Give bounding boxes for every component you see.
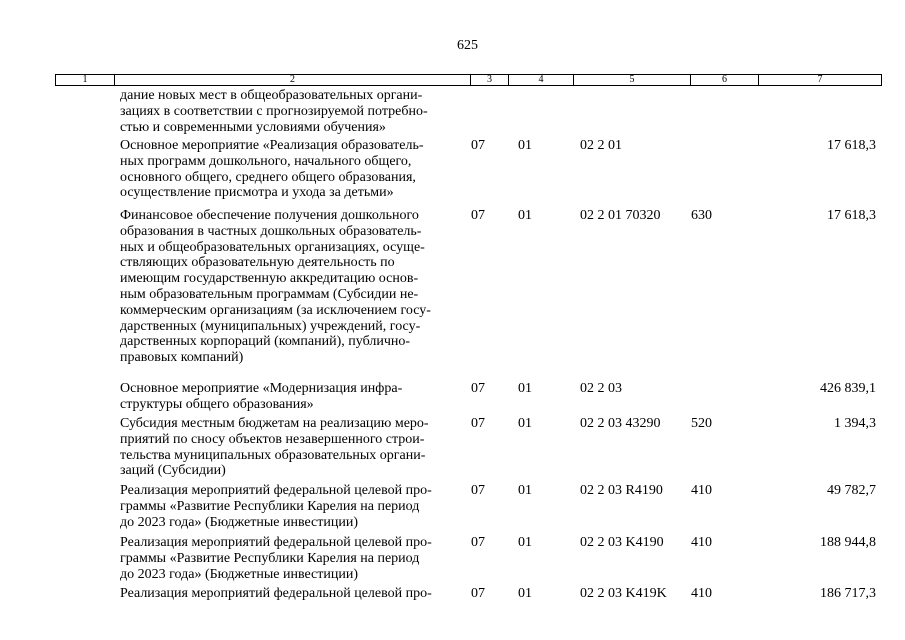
row-subsection: 01 [518,138,532,153]
row-subsection: 01 [518,208,532,223]
row-subsection: 01 [518,535,532,550]
row-target-article: 02 2 03 43290 [580,416,661,431]
row-target-article: 02 2 01 [580,138,622,153]
row-expense-type: 410 [691,483,712,498]
row-expense-type: 630 [691,208,712,223]
row-description: Реализация мероприятий федеральной целевой про- граммы «Развитие Республики Карелия на период до 2023 года» (Бюджетные инвестиции) [120,483,432,530]
row-section: 07 [471,416,485,431]
row-description: Основное мероприятие «Реализация образователь- ных программ дошкольного, начального общего, основного общего, среднего общего образования, осуществление присмотра и ухода за детьми» [120,138,424,201]
row-section: 07 [471,381,485,396]
row-section: 07 [471,208,485,223]
row-subsection: 01 [518,586,532,601]
column-header-6: 6 [691,75,759,86]
table-row [0,483,905,535]
row-description: Основное мероприятие «Модернизация инфра- структуры общего образования» [120,381,403,412]
row-amount: 17 618,3 [827,208,876,223]
column-header-4: 4 [509,75,574,86]
row-description: Реализация мероприятий федеральной целевой про- граммы «Развитие Республики Карелия на период до 2023 года» (Бюджетные инвестиции) [120,535,432,582]
row-section: 07 [471,483,485,498]
row-description: Финансовое обеспечение получения дошкольного образования в частных дошкольных образователь- ных и общеобразовательных организациях, осуще- ствляющих образовательную деятельность по имеющим государственную аккредитацию основ- ным образовательным программам (Субсидии не- коммерческим организациям (за исключением госу- дарственных (муниципальных) учреждений, госу- дарственных корпораций (компаний), публично- правовых компаний) [120,208,431,366]
row-target-article: 02 2 03 K419K [580,586,667,601]
column-header-3: 3 [471,75,509,86]
budget-table-body [0,88,905,606]
column-header-2: 2 [115,75,471,86]
row-section: 07 [471,138,485,153]
row-target-article: 02 2 03 [580,381,622,396]
row-subsection: 01 [518,483,532,498]
row-amount: 186 717,3 [820,586,876,601]
table-row [0,416,905,483]
row-expense-type: 410 [691,586,712,601]
row-description: Реализация мероприятий федеральной целевой про- [120,586,432,601]
table-row [0,381,905,416]
table-row [0,208,905,381]
column-header-row [56,75,882,86]
table-row [0,88,905,138]
row-expense-type: 410 [691,535,712,550]
row-target-article: 02 2 01 70320 [580,208,661,223]
column-header-table [55,74,882,86]
row-target-article: 02 2 03 R4190 [580,483,663,498]
table-row [0,586,905,606]
column-header-7: 7 [759,75,882,86]
column-header-5: 5 [574,75,691,86]
row-description: дание новых мест в общеобразовательных органи- зациях в соответствии с прогнозируемой потребно- стью и современными условиями обучения» [120,88,428,135]
row-amount: 49 782,7 [827,483,876,498]
row-expense-type: 520 [691,416,712,431]
table-row [0,138,905,208]
row-amount: 1 394,3 [834,416,876,431]
row-target-article: 02 2 03 K4190 [580,535,664,550]
column-header-1: 1 [56,75,115,86]
row-amount: 17 618,3 [827,138,876,153]
row-amount: 188 944,8 [820,535,876,550]
row-section: 07 [471,535,485,550]
row-section: 07 [471,586,485,601]
row-description: Субсидия местным бюджетам на реализацию меро- приятий по сносу объектов незавершенного строи- тельства муниципальных образовательных органи- заций (Субсидии) [120,416,429,479]
page-number: 625 [457,38,478,53]
row-subsection: 01 [518,381,532,396]
table-row [0,535,905,586]
row-amount: 426 839,1 [820,381,876,396]
row-subsection: 01 [518,416,532,431]
